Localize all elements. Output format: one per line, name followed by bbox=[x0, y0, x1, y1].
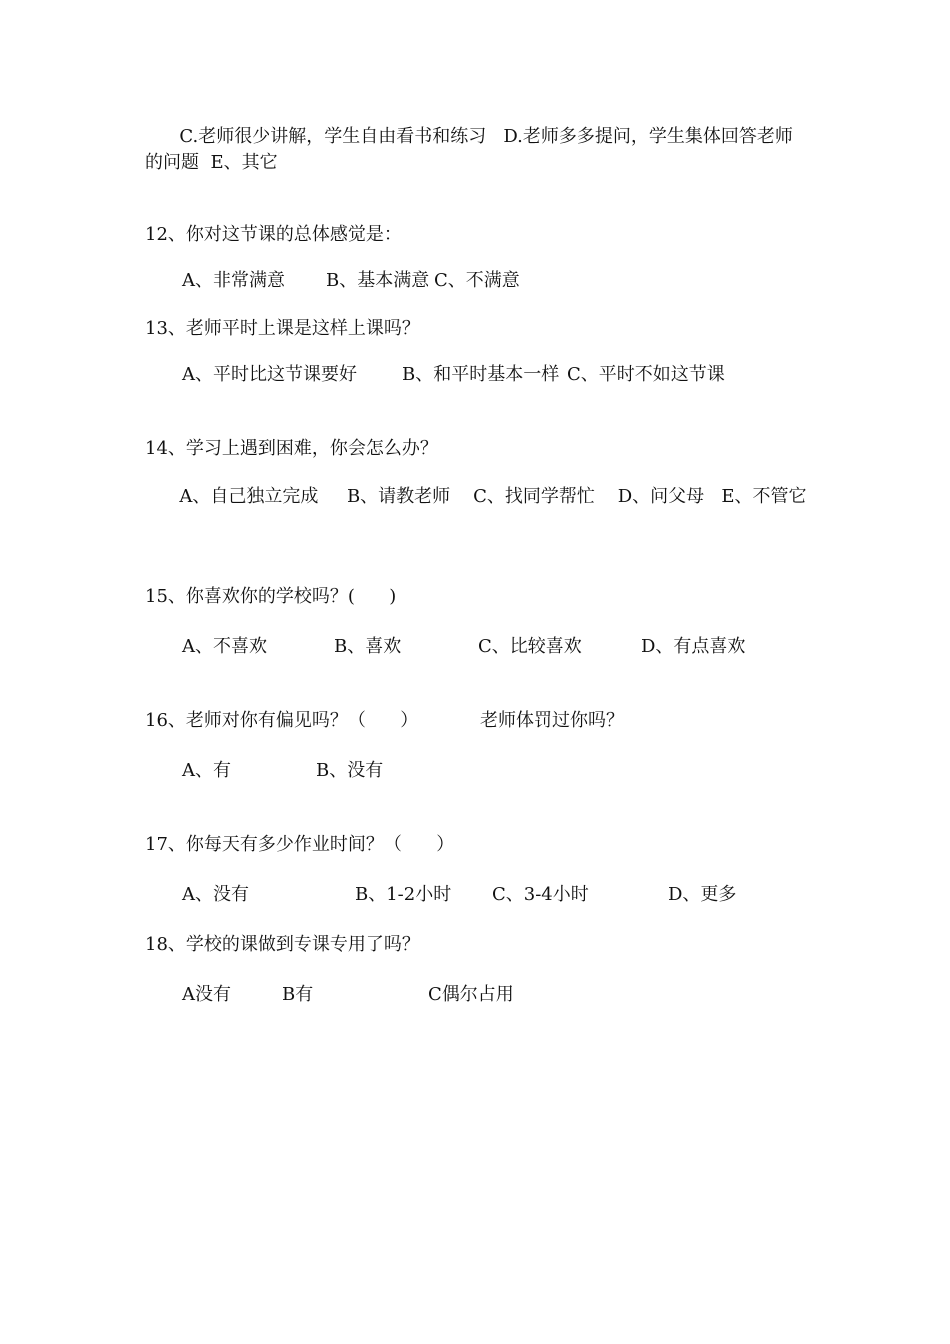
q14-options: A、自己独立完成 B、请教老师 C、找同学帮忙 D、问父母 E、不管它 bbox=[145, 486, 807, 507]
q17-question: 17、你每天有多少作业时间？（ ） bbox=[145, 834, 455, 855]
q11-options-continued: C.老师很少讲解，学生自由看书和练习 D.老师多多提问，学生集体回答老师的问题 E、其它 bbox=[145, 126, 793, 173]
q15-option-a: A、不喜欢 bbox=[182, 636, 267, 657]
q17-option-a: A、没有 bbox=[182, 884, 249, 905]
q16-question: 16、老师对你有偏见吗？（ ） bbox=[145, 710, 419, 731]
q16-question-2: 老师体罚过你吗？ bbox=[480, 710, 624, 731]
q12-option-b: B、基本满意 bbox=[326, 270, 430, 291]
q13-question: 13、老师平时上课是这样上课吗？ bbox=[145, 318, 420, 339]
q13-option-c: C、平时不如这节课 bbox=[567, 364, 725, 385]
q13-option-b: B、和平时基本一样 bbox=[402, 364, 560, 385]
q15-option-c: C、比较喜欢 bbox=[478, 636, 582, 657]
q16-option-a: A、有 bbox=[182, 760, 231, 781]
q15-option-b: B、喜欢 bbox=[334, 636, 402, 657]
q16-option-b: B、没有 bbox=[316, 760, 384, 781]
q12-option-a: A、非常满意 bbox=[182, 270, 285, 291]
q15-question: 15、你喜欢你的学校吗？( ) bbox=[145, 586, 397, 607]
q18-option-b: B有 bbox=[282, 984, 314, 1005]
q14-question: 14、学习上遇到困难，你会怎么办？ bbox=[145, 438, 438, 459]
q13-option-a: A、平时比这节课要好 bbox=[182, 364, 357, 385]
q18-option-a: A没有 bbox=[182, 984, 231, 1005]
q15-option-d: D、有点喜欢 bbox=[641, 636, 746, 657]
q12-option-c: C、不满意 bbox=[434, 270, 520, 291]
q17-option-b: B、1-2小时 bbox=[355, 884, 452, 905]
q18-option-c: C偶尔占用 bbox=[428, 984, 514, 1005]
q17-option-c: C、3-4小时 bbox=[492, 884, 589, 905]
q18-question: 18、学校的课做到专课专用了吗？ bbox=[145, 934, 420, 955]
q12-question: 12、你对这节课的总体感觉是： bbox=[145, 224, 402, 245]
q17-option-d: D、更多 bbox=[668, 884, 737, 905]
